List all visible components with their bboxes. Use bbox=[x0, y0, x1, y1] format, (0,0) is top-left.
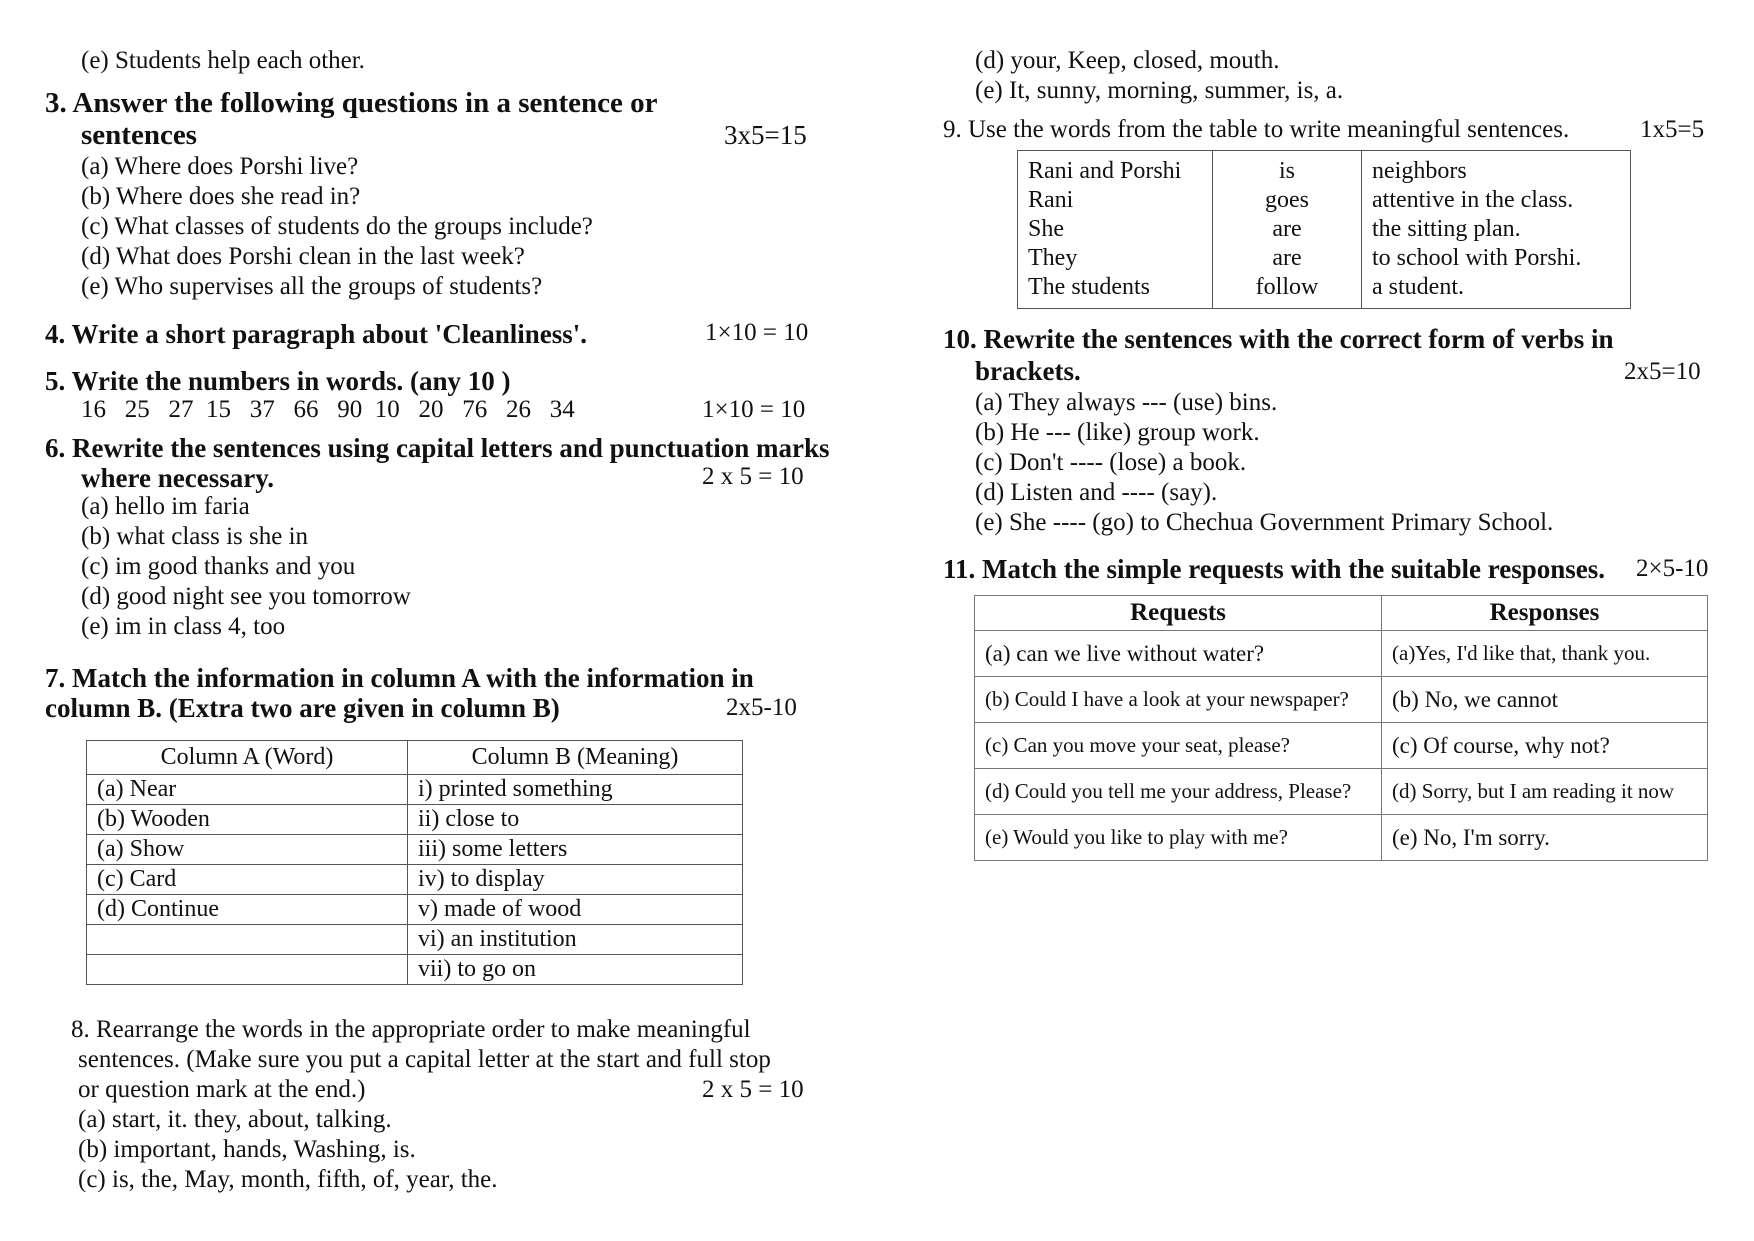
q9-subject: She bbox=[1028, 216, 1064, 242]
q9-complement: a student. bbox=[1372, 274, 1464, 300]
q7-column-a-cell: (c) Card bbox=[87, 865, 408, 895]
q6-marks: 2 x 5 = 10 bbox=[702, 463, 804, 490]
q9-verb: are bbox=[1272, 216, 1302, 242]
q10-item: (a) They always --- (use) bins. bbox=[975, 389, 1278, 416]
q9-verb: is bbox=[1278, 158, 1295, 184]
q9-subject: Rani and Porshi bbox=[1028, 158, 1182, 184]
q7-column-b-cell: iii) some letters bbox=[408, 835, 743, 865]
q8-item: (d) your, Keep, closed, mouth. bbox=[975, 47, 1280, 74]
q11-request-cell: (e) Would you like to play with me? bbox=[975, 815, 1382, 861]
q11-request-cell: (d) Could you tell me your address, Please? bbox=[975, 769, 1382, 815]
q7-column-a-cell: (b) Wooden bbox=[87, 805, 408, 835]
q7-title: 7. Match the information in column A with the information in bbox=[45, 663, 754, 693]
q9-complement: neighbors bbox=[1372, 158, 1467, 184]
q11-table-row bbox=[975, 723, 1708, 769]
q11-header-responses: Responses bbox=[1382, 596, 1708, 631]
q8-item: (b) important, hands, Washing, is. bbox=[78, 1136, 416, 1163]
q7-title-cont: column B. (Extra two are given in column B) bbox=[45, 693, 560, 723]
q7-column-a-cell bbox=[87, 925, 408, 955]
q11-match-table bbox=[974, 595, 1708, 861]
q9-subject-column bbox=[1018, 151, 1213, 309]
q10-title-cont: brackets. bbox=[975, 356, 1081, 386]
q3-item: (c) What classes of students do the groups include? bbox=[81, 213, 593, 240]
q9-word-table bbox=[1017, 150, 1631, 309]
q11-request-cell: (a) can we live without water? bbox=[975, 631, 1382, 677]
q11-response-cell: (e) No, I'm sorry. bbox=[1382, 815, 1708, 861]
q9-verb: are bbox=[1272, 245, 1302, 271]
q6-item: (e) im in class 4, too bbox=[81, 613, 286, 640]
q7-table-row bbox=[87, 925, 743, 955]
q7-column-b-cell: vii) to go on bbox=[408, 955, 743, 985]
q11-title: 11. Match the simple requests with the suitable responses. bbox=[943, 554, 1606, 584]
q7-column-b-cell: ii) close to bbox=[408, 805, 743, 835]
q7-table-row bbox=[87, 955, 743, 985]
q8-title: 8. Rearrange the words in the appropriate order to make meaningful bbox=[71, 1016, 751, 1043]
q7-header-column-a: Column A (Word) bbox=[87, 741, 408, 775]
q7-marks: 2x5-10 bbox=[726, 694, 797, 721]
q10-item: (e) She ---- (go) to Chechua Government Primary School. bbox=[975, 509, 1554, 536]
q6-title-cont: where necessary. bbox=[81, 463, 274, 493]
q11-request-cell: (c) Can you move your seat, please? bbox=[975, 723, 1382, 769]
q8-title-cont2: or question mark at the end.) bbox=[78, 1076, 366, 1103]
q8-marks: 2 x 5 = 10 bbox=[702, 1076, 804, 1103]
q11-response-cell: (b) No, we cannot bbox=[1382, 677, 1708, 723]
q9-subject: The students bbox=[1028, 274, 1150, 300]
q7-table-row bbox=[87, 775, 743, 805]
q3-item: (e) Who supervises all the groups of students? bbox=[81, 273, 543, 300]
q5-numbers: 16 25 27 15 37 66 90 10 20 76 26 34 bbox=[81, 396, 575, 423]
q7-column-b-cell: iv) to display bbox=[408, 865, 743, 895]
q6-title: 6. Rewrite the sentences using capital letters and punctuation marks bbox=[45, 433, 830, 463]
q7-table-row bbox=[87, 835, 743, 865]
q11-table-row bbox=[975, 677, 1708, 723]
q11-table-row bbox=[975, 631, 1708, 677]
q7-table-row bbox=[87, 895, 743, 925]
q11-table-row bbox=[975, 815, 1708, 861]
q11-response-cell: (d) Sorry, but I am reading it now bbox=[1382, 769, 1708, 815]
q11-table-row bbox=[975, 769, 1708, 815]
q3-title: 3. Answer the following questions in a sentence or bbox=[45, 87, 658, 119]
q7-column-a-cell: (d) Continue bbox=[87, 895, 408, 925]
q9-verb: goes bbox=[1265, 187, 1309, 213]
q10-item: (d) Listen and ---- (say). bbox=[975, 479, 1218, 506]
q11-response-cell: (c) Of course, why not? bbox=[1382, 723, 1708, 769]
q10-item: (b) He --- (like) group work. bbox=[975, 419, 1260, 446]
q10-marks: 2x5=10 bbox=[1624, 358, 1701, 385]
q10-title: 10. Rewrite the sentences with the correct form of verbs in bbox=[943, 324, 1614, 354]
q7-column-a-cell: (a) Near bbox=[87, 775, 408, 805]
q6-item: (a) hello im faria bbox=[81, 493, 250, 520]
q7-table-row bbox=[87, 865, 743, 895]
q3-item: (d) What does Porshi clean in the last week? bbox=[81, 243, 525, 270]
q2-item-e: (e) Students help each other. bbox=[81, 47, 365, 74]
q11-request-cell: (b) Could I have a look at your newspaper? bbox=[975, 677, 1382, 723]
q8-title-cont: sentences. (Make sure you put a capital letter at the start and full stop bbox=[78, 1046, 771, 1073]
q10-item: (c) Don't ---- (lose) a book. bbox=[975, 449, 1247, 476]
q7-match-table bbox=[86, 740, 743, 985]
q7-column-a-cell: (a) Show bbox=[87, 835, 408, 865]
q9-subject: Rani bbox=[1028, 187, 1074, 213]
q9-complement: attentive in the class. bbox=[1372, 187, 1574, 213]
q3-marks: 3x5=15 bbox=[724, 120, 807, 150]
q9-complement-column bbox=[1362, 151, 1631, 309]
q9-verb-column bbox=[1213, 151, 1362, 309]
q7-column-b-cell: i) printed something bbox=[408, 775, 743, 805]
q9-complement: to school with Porshi. bbox=[1372, 245, 1582, 271]
q5-marks: 1×10 = 10 bbox=[702, 396, 806, 423]
q9-subject: They bbox=[1028, 245, 1078, 271]
q7-table-row bbox=[87, 805, 743, 835]
q11-response-cell: (a)Yes, I'd like that, thank you. bbox=[1382, 631, 1708, 677]
q8-item: (e) It, sunny, morning, summer, is, a. bbox=[975, 77, 1344, 104]
q9-marks: 1x5=5 bbox=[1640, 116, 1705, 143]
q9-verb: follow bbox=[1255, 274, 1319, 300]
q8-item: (c) is, the, May, month, fifth, of, year, the. bbox=[78, 1166, 498, 1193]
q6-item: (c) im good thanks and you bbox=[81, 553, 356, 580]
q7-column-b-cell: v) made of wood bbox=[408, 895, 743, 925]
q4-title: 4. Write a short paragraph about 'Cleanliness'. bbox=[45, 319, 588, 349]
q3-item: (a) Where does Porshi live? bbox=[81, 153, 359, 180]
q4-marks: 1×10 = 10 bbox=[705, 319, 809, 346]
q9-complement: the sitting plan. bbox=[1372, 216, 1521, 242]
q6-item: (b) what class is she in bbox=[81, 523, 309, 550]
q7-column-a-cell bbox=[87, 955, 408, 985]
q11-marks: 2×5-10 bbox=[1636, 555, 1709, 582]
q7-header-column-b: Column B (Meaning) bbox=[408, 741, 743, 775]
q6-item: (d) good night see you tomorrow bbox=[81, 583, 411, 610]
q3-item: (b) Where does she read in? bbox=[81, 183, 361, 210]
q3-title-cont: sentences bbox=[81, 119, 197, 151]
q9-title: 9. Use the words from the table to write meaningful sentences. bbox=[943, 116, 1570, 143]
q11-header-requests: Requests bbox=[975, 596, 1382, 631]
q7-column-b-cell: vi) an institution bbox=[408, 925, 743, 955]
q5-title: 5. Write the numbers in words. (any 10 ) bbox=[45, 366, 511, 396]
q8-item: (a) start, it. they, about, talking. bbox=[78, 1106, 392, 1133]
